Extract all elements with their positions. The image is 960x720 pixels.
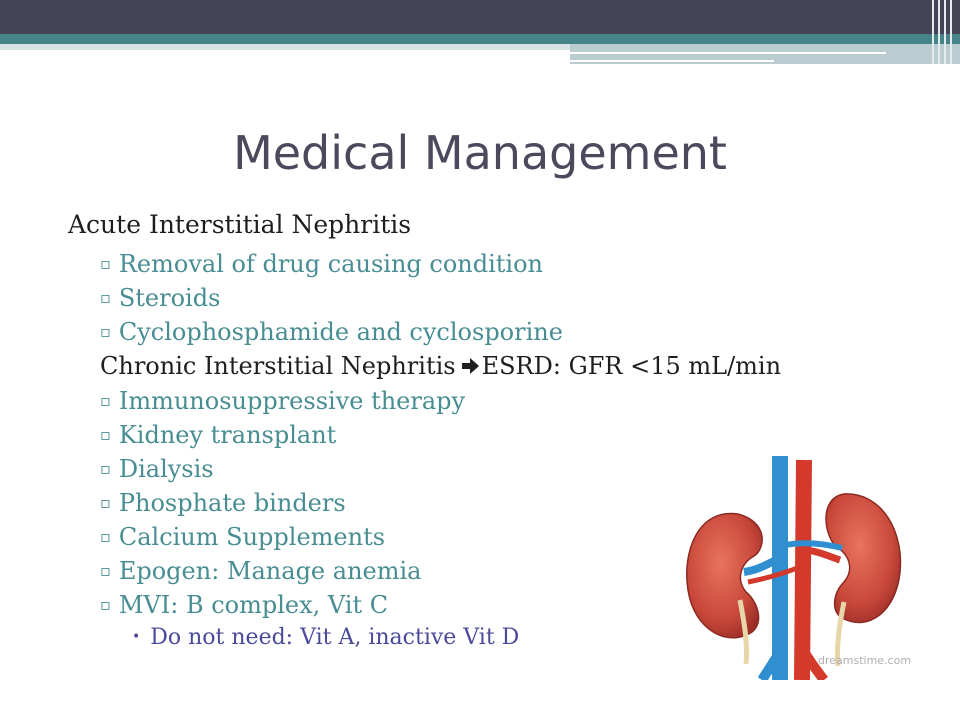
bullet-icon: ▫ [100, 288, 111, 307]
image-watermark: dreamstime.com [818, 654, 912, 667]
sub-list-item-text: Do not need: Vit A, inactive Vit D [150, 625, 520, 650]
header-strip-line [570, 60, 774, 62]
bullet-icon: ▫ [100, 561, 111, 580]
bullet-icon: ▫ [100, 254, 111, 273]
section-heading-chronic [100, 350, 928, 385]
list-item [100, 316, 928, 350]
bullet-icon: ▫ [100, 595, 111, 614]
list-item-text: Phosphate binders [118, 489, 346, 517]
list-item-text: Epogen: Manage anemia [118, 557, 422, 585]
bullet-icon: ▫ [100, 425, 111, 444]
list-item-text: MVI: B complex, Vit C [118, 591, 389, 619]
list-item [100, 282, 928, 316]
bullet-icon: ▫ [100, 322, 111, 341]
header-teal-band [0, 34, 960, 44]
slide-title: Medical Management [233, 126, 727, 180]
header-dark-bar [0, 0, 960, 34]
section-heading-acute: Acute Interstitial Nephritis [68, 210, 412, 239]
bullet-icon: ▫ [100, 493, 111, 512]
list-item-text: Immunosuppressive therapy [118, 387, 466, 415]
right-arrow-icon [460, 352, 480, 372]
list-item-text: Kidney transplant [118, 421, 337, 449]
sub-bullet-icon: • [132, 629, 141, 645]
list-item-text: Removal of drug causing condition [118, 250, 544, 278]
header-strip [0, 44, 570, 50]
header-vertical-lines [928, 0, 960, 64]
list-item [100, 419, 928, 453]
list-item-text: Calcium Supplements [118, 523, 386, 551]
chronic-heading-text: Chronic Interstitial Nephritis [100, 352, 456, 380]
kidney-illustration [668, 452, 932, 680]
bullet-icon: ▫ [100, 527, 111, 546]
list-item [100, 248, 928, 282]
bullet-icon: ▫ [100, 391, 111, 410]
list-item [100, 385, 928, 419]
list-item-text: Steroids [118, 284, 221, 312]
list-item-text: Cyclophosphamide and cyclosporine [118, 318, 563, 346]
list-item-text: Dialysis [118, 455, 214, 483]
esrd-text: ESRD: GFR <15 mL/min [481, 352, 782, 380]
header-strip-line [570, 52, 886, 54]
bullet-icon: ▫ [100, 459, 111, 478]
